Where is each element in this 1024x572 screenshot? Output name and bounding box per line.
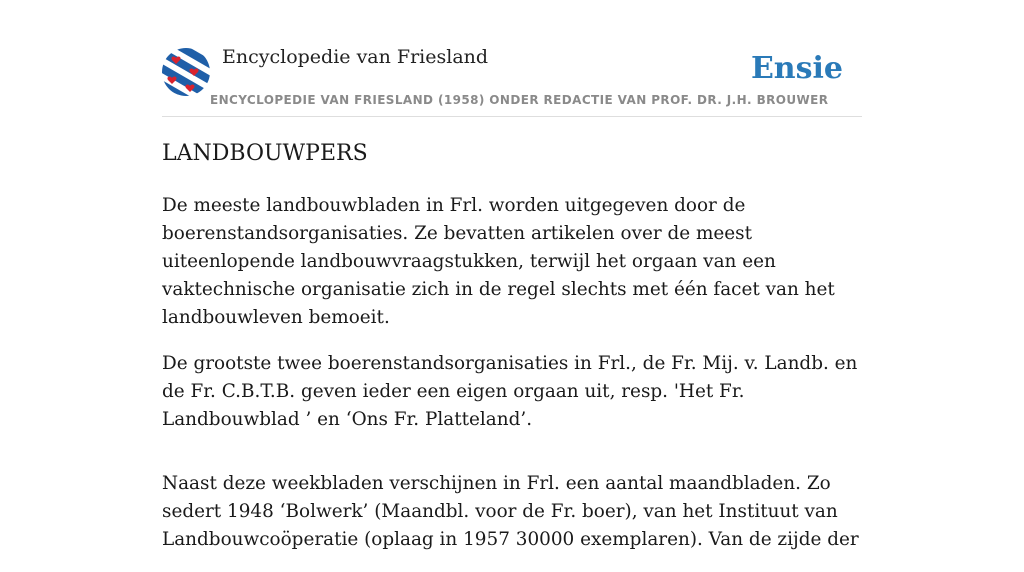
ensie-brand-link[interactable]: Ensie — [750, 51, 843, 86]
site-subtitle: ENCYCLOPEDIE VAN FRIESLAND (1958) ONDER REDACTIE VAN PROF. DR. J.H. BROUWER — [210, 93, 829, 107]
site-header — [162, 44, 862, 117]
article-paragraph: De grootste twee boerenstandsorganisaties in Frl., de Fr. Mij. v. Landb. en de Fr. C.B.T.B. geven ieder een eigen orgaan uit, resp. 'Het Fr. Landbouwblad ’ en ‘Ons Fr. Platteland’. — [162, 353, 858, 430]
article-title: LANDBOUWPERS — [162, 141, 368, 166]
site-title[interactable]: Encyclopedie van Friesland — [222, 46, 489, 68]
friesland-flag-logo-icon[interactable] — [162, 48, 210, 96]
article-paragraph: Naast deze weekbladen verschijnen in Frl. een aantal maandbladen. Zo sedert 1948 ‘Bolwerk’ (Maandbl. voor de Fr. boer), van het Instituut van Landbouwcoöperatie (oplaag in 1957 30000 exemplaren). Van de zijde der — [162, 473, 859, 550]
article-body — [162, 192, 867, 572]
article-paragraph: De meeste landbouwbladen in Frl. worden uitgegeven door de boerenstandsorganisaties. Ze bevatten artikelen over de meest uiteenlopende landbouwvraagstukken, terwijl het orgaan van een vaktechnische organisatie zich in de regel slechts met één facet van het landbouwleven bemoeit. — [162, 195, 835, 328]
